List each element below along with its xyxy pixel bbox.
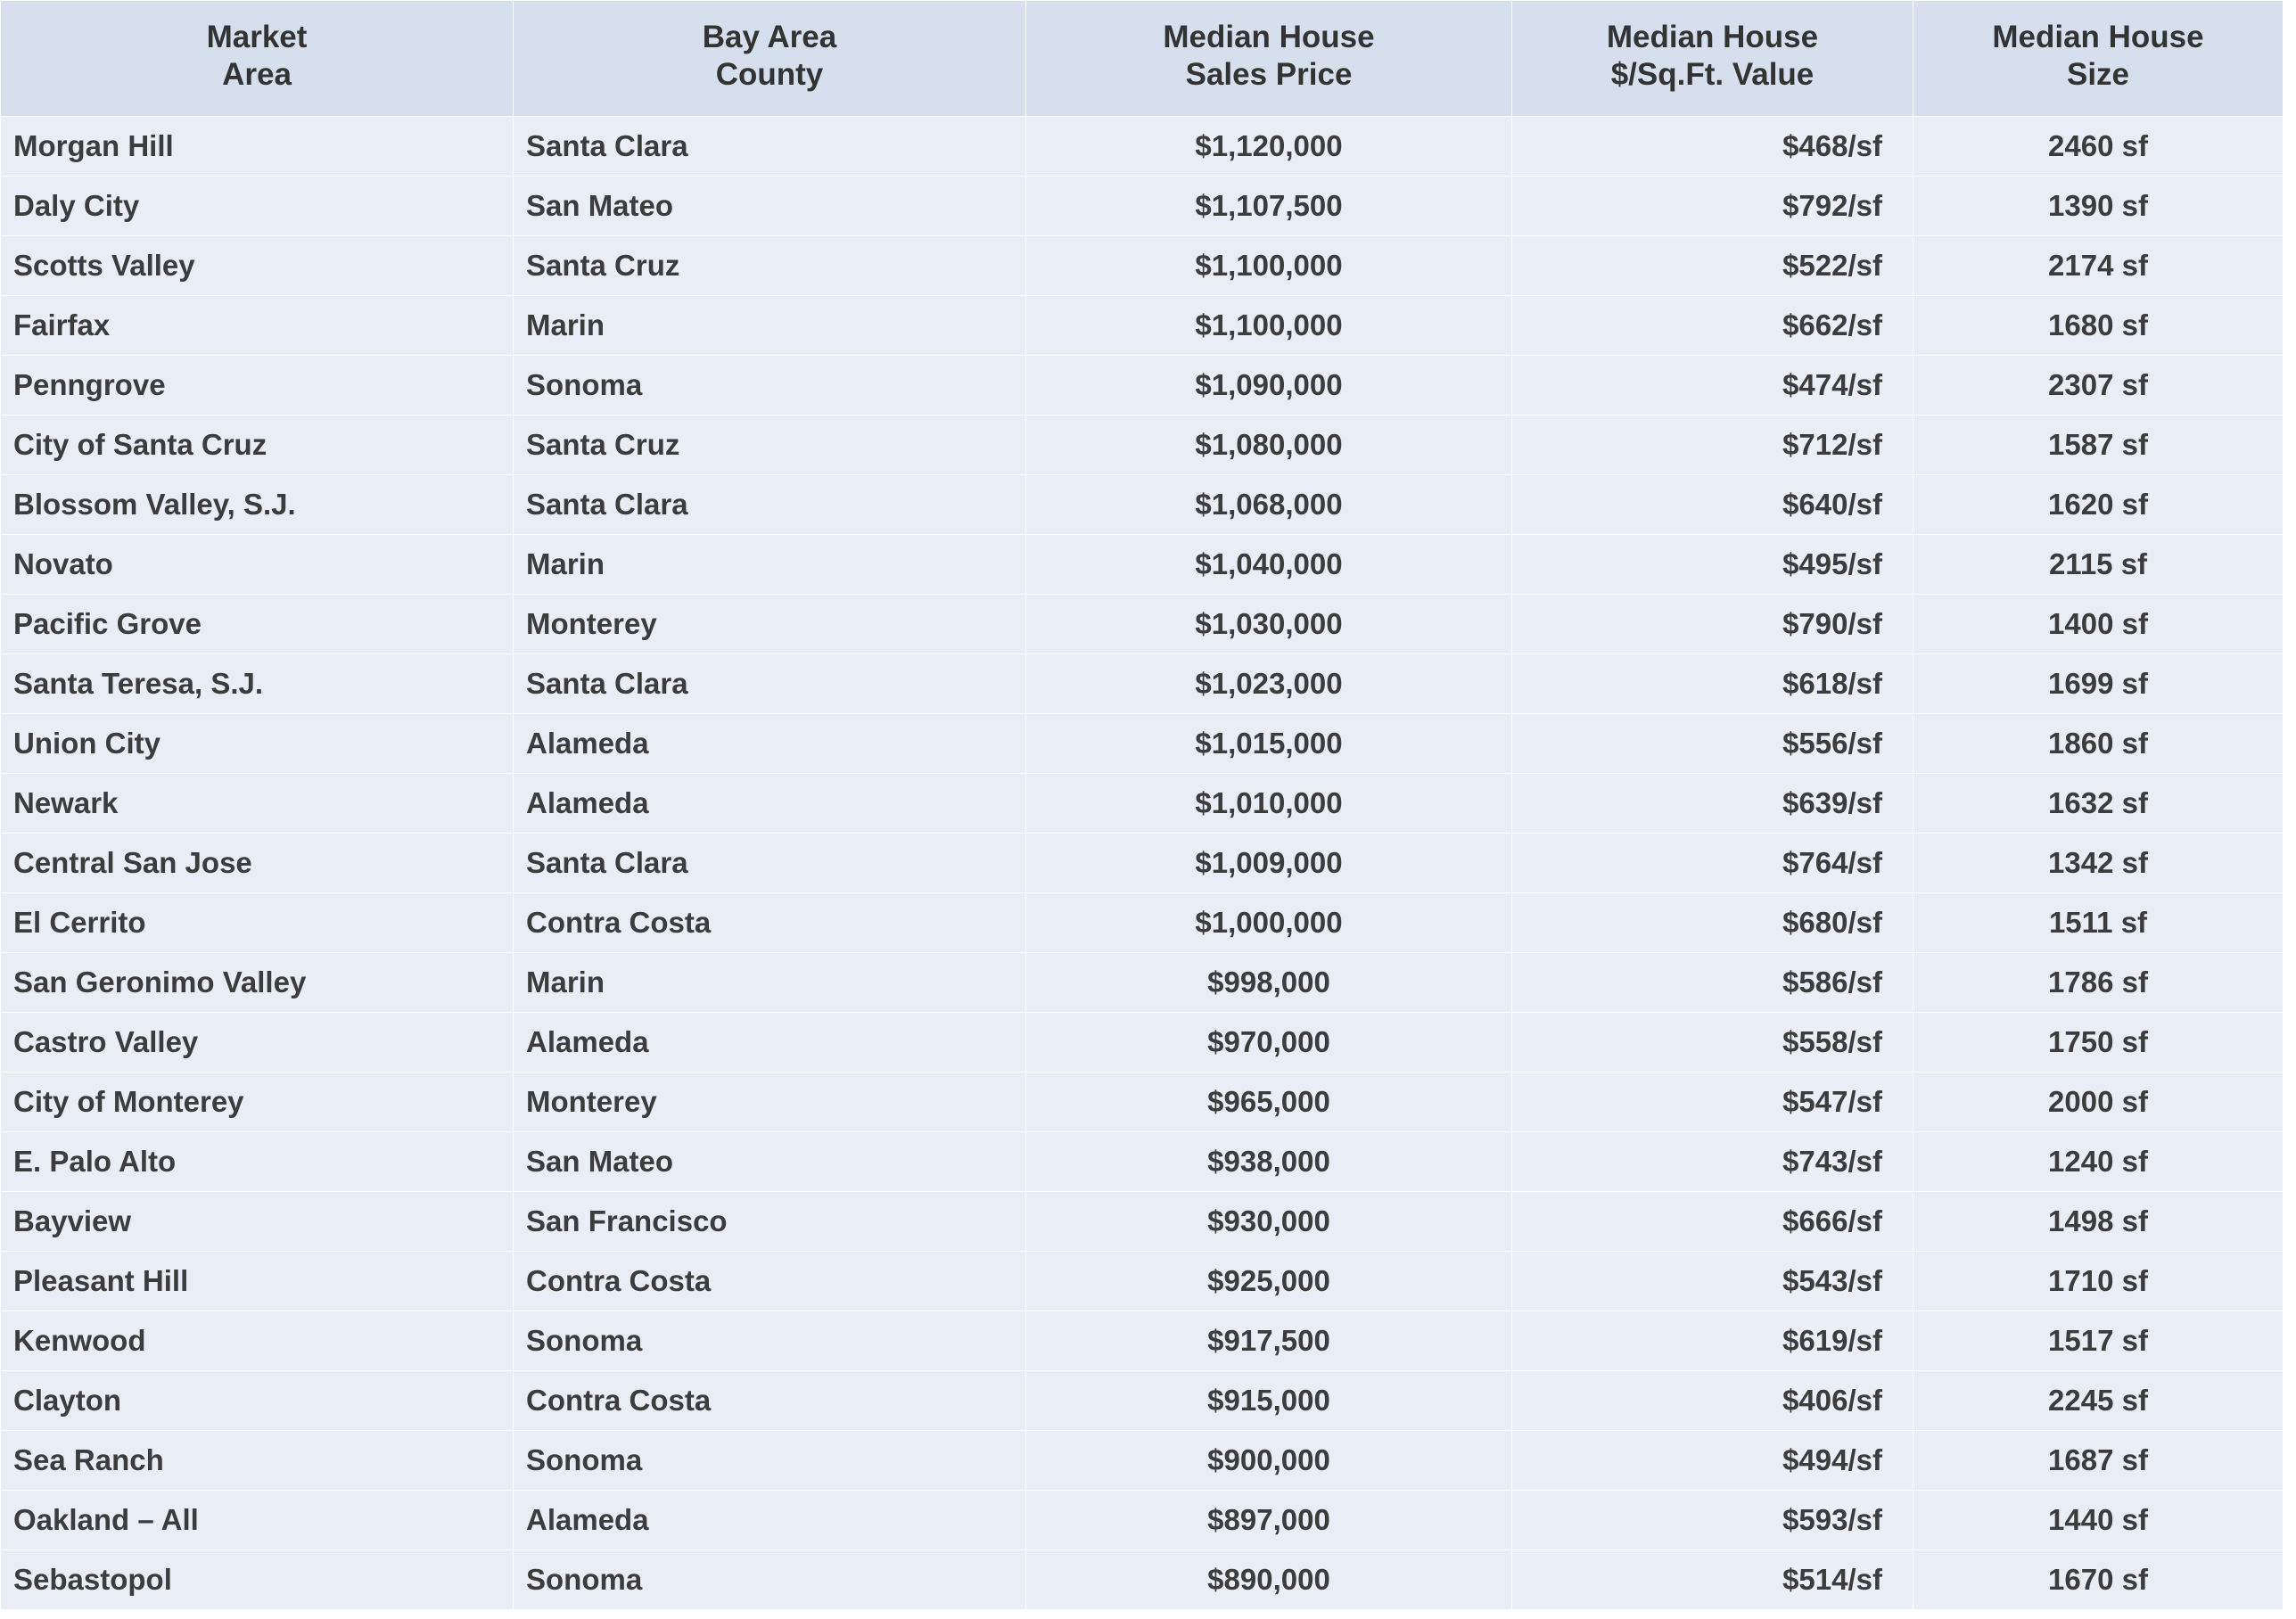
cell-size: 1710 sf — [1913, 1252, 2284, 1311]
table-row — [1, 1072, 2284, 1132]
column-header-line1: Median House — [1992, 20, 2204, 55]
cell-county: Sonoma — [514, 356, 1026, 415]
cell-sqft: $468/sf — [1512, 117, 1913, 177]
cell-size: 1670 sf — [1913, 1550, 2284, 1610]
cell-county: Santa Cruz — [514, 415, 1026, 475]
cell-size: 1517 sf — [1913, 1311, 2284, 1371]
cell-price: $1,080,000 — [1026, 415, 1512, 475]
table-row — [1, 236, 2284, 296]
cell-area: Bayview — [1, 1192, 514, 1252]
cell-price: $1,100,000 — [1026, 296, 1512, 356]
cell-size: 1390 sf — [1913, 177, 2284, 236]
cell-county: Alameda — [514, 714, 1026, 774]
cell-area: City of Monterey — [1, 1072, 514, 1132]
table-row — [1, 893, 2284, 953]
cell-price: $1,120,000 — [1026, 117, 1512, 177]
cell-area: Novato — [1, 535, 514, 595]
cell-size: 1511 sf — [1913, 893, 2284, 953]
cell-county: Marin — [514, 535, 1026, 595]
cell-size: 2307 sf — [1913, 356, 2284, 415]
cell-area: Morgan Hill — [1, 117, 514, 177]
table-row — [1, 654, 2284, 714]
cell-size: 1750 sf — [1913, 1013, 2284, 1072]
cell-county: San Francisco — [514, 1192, 1026, 1252]
column-header-line2: Sales Price — [1185, 56, 1353, 92]
cell-sqft: $474/sf — [1512, 356, 1913, 415]
cell-price: $915,000 — [1026, 1371, 1512, 1431]
cell-price: $998,000 — [1026, 953, 1512, 1013]
cell-price: $1,010,000 — [1026, 774, 1512, 834]
cell-area: Scotts Valley — [1, 236, 514, 296]
cell-county: Sonoma — [514, 1431, 1026, 1491]
cell-sqft: $680/sf — [1512, 893, 1913, 953]
cell-size: 1440 sf — [1913, 1491, 2284, 1550]
cell-area: Castro Valley — [1, 1013, 514, 1072]
cell-sqft: $406/sf — [1512, 1371, 1913, 1431]
cell-sqft: $556/sf — [1512, 714, 1913, 774]
cell-size: 1587 sf — [1913, 415, 2284, 475]
cell-sqft: $619/sf — [1512, 1311, 1913, 1371]
table-row — [1, 1431, 2284, 1491]
cell-price: $1,030,000 — [1026, 595, 1512, 654]
cell-county: Marin — [514, 296, 1026, 356]
cell-area: Union City — [1, 714, 514, 774]
table-row — [1, 535, 2284, 595]
table-header-row — [1, 1, 2284, 117]
table-row — [1, 1311, 2284, 1371]
cell-size: 1342 sf — [1913, 834, 2284, 893]
cell-county: San Mateo — [514, 1132, 1026, 1192]
cell-county: Santa Clara — [514, 654, 1026, 714]
cell-county: Contra Costa — [514, 1371, 1026, 1431]
column-header-line2: Size — [2066, 56, 2130, 92]
table-row — [1, 774, 2284, 834]
column-header-line2: $/Sq.Ft. Value — [1610, 56, 1815, 92]
cell-price: $938,000 — [1026, 1132, 1512, 1192]
cell-size: 1786 sf — [1913, 953, 2284, 1013]
cell-size: 1240 sf — [1913, 1132, 2284, 1192]
cell-price: $1,000,000 — [1026, 893, 1512, 953]
cell-area: Blossom Valley, S.J. — [1, 475, 514, 535]
column-header-line1: Market — [206, 20, 308, 55]
table-row — [1, 595, 2284, 654]
cell-size: 1400 sf — [1913, 595, 2284, 654]
cell-county: Monterey — [514, 1072, 1026, 1132]
table-row — [1, 415, 2284, 475]
table-row — [1, 1192, 2284, 1252]
table-row — [1, 475, 2284, 535]
cell-price: $1,040,000 — [1026, 535, 1512, 595]
cell-size: 1620 sf — [1913, 475, 2284, 535]
cell-sqft: $618/sf — [1512, 654, 1913, 714]
cell-sqft: $743/sf — [1512, 1132, 1913, 1192]
table-row — [1, 953, 2284, 1013]
cell-size: 1687 sf — [1913, 1431, 2284, 1491]
column-header-line1: Median House — [1163, 20, 1375, 55]
cell-area: E. Palo Alto — [1, 1132, 514, 1192]
cell-area: Sea Ranch — [1, 1431, 514, 1491]
cell-county: Santa Clara — [514, 475, 1026, 535]
table-row — [1, 296, 2284, 356]
cell-area: Oakland – All — [1, 1491, 514, 1550]
cell-size: 1498 sf — [1913, 1192, 2284, 1252]
column-header-bay-area-county — [514, 1, 1026, 117]
cell-price: $900,000 — [1026, 1431, 1512, 1491]
cell-county: Santa Clara — [514, 834, 1026, 893]
column-header-line2: Area — [222, 56, 292, 92]
table-row — [1, 1371, 2284, 1431]
cell-area: Pleasant Hill — [1, 1252, 514, 1311]
table-row — [1, 1550, 2284, 1610]
column-header-median-house-size — [1913, 1, 2284, 117]
column-header-line1: Median House — [1606, 20, 1819, 55]
table-row — [1, 117, 2284, 177]
cell-county: Alameda — [514, 1491, 1026, 1550]
cell-area: Pacific Grove — [1, 595, 514, 654]
cell-area: City of Santa Cruz — [1, 415, 514, 475]
cell-price: $930,000 — [1026, 1192, 1512, 1252]
cell-price: $965,000 — [1026, 1072, 1512, 1132]
cell-price: $1,068,000 — [1026, 475, 1512, 535]
cell-area: El Cerrito — [1, 893, 514, 953]
table-row — [1, 356, 2284, 415]
cell-county: Santa Cruz — [514, 236, 1026, 296]
cell-county: Contra Costa — [514, 1252, 1026, 1311]
cell-sqft: $495/sf — [1512, 535, 1913, 595]
table-row — [1, 1252, 2284, 1311]
cell-price: $1,090,000 — [1026, 356, 1512, 415]
cell-price: $1,100,000 — [1026, 236, 1512, 296]
table-row — [1, 1013, 2284, 1072]
cell-size: 1860 sf — [1913, 714, 2284, 774]
table-row — [1, 1132, 2284, 1192]
cell-county: Alameda — [514, 1013, 1026, 1072]
cell-price: $1,009,000 — [1026, 834, 1512, 893]
cell-area: San Geronimo Valley — [1, 953, 514, 1013]
column-header-line1: Bay Area — [702, 20, 837, 55]
cell-sqft: $593/sf — [1512, 1491, 1913, 1550]
cell-sqft: $764/sf — [1512, 834, 1913, 893]
cell-price: $917,500 — [1026, 1311, 1512, 1371]
cell-county: Sonoma — [514, 1311, 1026, 1371]
cell-sqft: $547/sf — [1512, 1072, 1913, 1132]
table-row — [1, 1491, 2284, 1550]
cell-price: $897,000 — [1026, 1491, 1512, 1550]
cell-price: $1,107,500 — [1026, 177, 1512, 236]
cell-sqft: $666/sf — [1512, 1192, 1913, 1252]
cell-size: 1680 sf — [1913, 296, 2284, 356]
cell-price: $925,000 — [1026, 1252, 1512, 1311]
cell-county: Alameda — [514, 774, 1026, 834]
cell-size: 2460 sf — [1913, 117, 2284, 177]
column-header-market-area — [1, 1, 514, 117]
cell-county: Santa Clara — [514, 117, 1026, 177]
cell-area: Kenwood — [1, 1311, 514, 1371]
cell-county: Sonoma — [514, 1550, 1026, 1610]
column-header-line2: County — [715, 56, 824, 92]
cell-sqft: $558/sf — [1512, 1013, 1913, 1072]
cell-sqft: $514/sf — [1512, 1550, 1913, 1610]
cell-sqft: $790/sf — [1512, 595, 1913, 654]
cell-sqft: $586/sf — [1512, 953, 1913, 1013]
cell-size: 2245 sf — [1913, 1371, 2284, 1431]
cell-area: Santa Teresa, S.J. — [1, 654, 514, 714]
cell-price: $1,023,000 — [1026, 654, 1512, 714]
cell-price: $970,000 — [1026, 1013, 1512, 1072]
table-row — [1, 177, 2284, 236]
cell-area: Central San Jose — [1, 834, 514, 893]
cell-price: $890,000 — [1026, 1550, 1512, 1610]
cell-county: Marin — [514, 953, 1026, 1013]
cell-county: Monterey — [514, 595, 1026, 654]
cell-sqft: $712/sf — [1512, 415, 1913, 475]
table-row — [1, 714, 2284, 774]
cell-size: 2000 sf — [1913, 1072, 2284, 1132]
cell-area: Fairfax — [1, 296, 514, 356]
table-row — [1, 834, 2284, 893]
cell-county: San Mateo — [514, 177, 1026, 236]
cell-sqft: $639/sf — [1512, 774, 1913, 834]
cell-area: Daly City — [1, 177, 514, 236]
cell-area: Newark — [1, 774, 514, 834]
column-header-median-house-sales-price — [1026, 1, 1512, 117]
cell-sqft: $640/sf — [1512, 475, 1913, 535]
cell-area: Sebastopol — [1, 1550, 514, 1610]
cell-county: Contra Costa — [514, 893, 1026, 953]
table-header — [1, 1, 2284, 117]
cell-size: 2115 sf — [1913, 535, 2284, 595]
cell-sqft: $662/sf — [1512, 296, 1913, 356]
cell-sqft: $543/sf — [1512, 1252, 1913, 1311]
cell-sqft: $522/sf — [1512, 236, 1913, 296]
column-header-median-house-sqft-value — [1512, 1, 1913, 117]
cell-area: Clayton — [1, 1371, 514, 1431]
cell-sqft: $494/sf — [1512, 1431, 1913, 1491]
cell-sqft: $792/sf — [1512, 177, 1913, 236]
cell-size: 2174 sf — [1913, 236, 2284, 296]
table-body — [1, 117, 2284, 1610]
cell-price: $1,015,000 — [1026, 714, 1512, 774]
cell-area: Penngrove — [1, 356, 514, 415]
cell-size: 1699 sf — [1913, 654, 2284, 714]
cell-size: 1632 sf — [1913, 774, 2284, 834]
